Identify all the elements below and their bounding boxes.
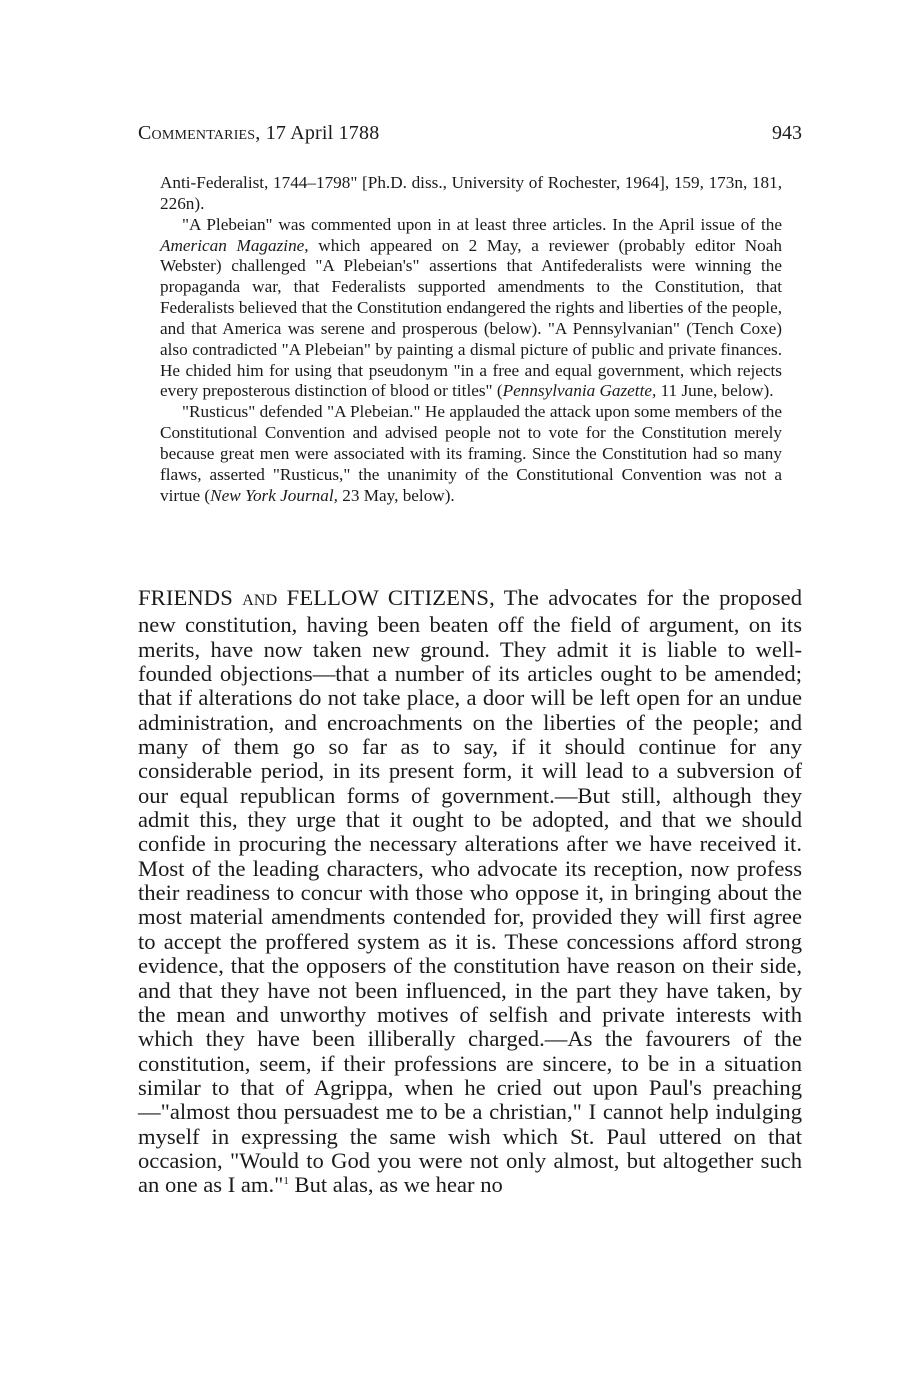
note-text: 11 June, below).: [656, 381, 774, 401]
running-head-date: , 17 April 1788: [255, 122, 380, 144]
page-number: 943: [772, 122, 802, 144]
gazette-title: Pennsylvania Gazette,: [502, 381, 657, 401]
running-head: [138, 122, 802, 150]
editorial-note: [160, 173, 782, 507]
footnote-reference: 1: [283, 1175, 289, 1188]
note-text: "A Plebeian" was commented upon in at least three articles. In the April issue of the: [182, 214, 782, 234]
note-text: 23 May, below).: [337, 485, 455, 505]
salutation-part: FELLOW CITIZENS,: [277, 585, 495, 610]
body-text: But alas, as we hear no: [288, 1172, 503, 1198]
body-text: The advocates for the proposed new constitution, having been beaten off the field of argument, on its merits, have now taken new ground. They admit it is liable to well-founded objections—that a number of its articles ought to be amended; that if alterations do not take place, a door will be left open for an undue administration, and encroachments on the liberties of the people; and many of them go so far as to say, if it should continue for any considerable period, in its present form, it will lead to a subversion of our equal republican forms of government.—But still, although they admit this, they urge that it ought to be adopted, and that we should confide in procuring the necessary alterations after we have received it. Most of the leading characters, who advocate its reception, now profess their readiness to concur with those who oppose it, in bringing about the most material amendments contended for, provided they will first agree to accept the proffered system as it is. These concessions afford strong evidence, that the opposers of the constitution have reason on their side, and that they have not been influenced, in the part they have taken, by the mean and unworthy motives of selfish and private interests with which they have been illiberally charged.—As the favourers of the constitution, seem, if their professions are sincere, to be in a situation similar to that of Agrippa, when he cried out upon Paul's preaching—"almost thou persuadest me to be a christian," I cannot help indulging myself in expressing the same wish which St. Paul uttered on that occasion, "Would to God you were not only almost, but altogether such an one as I am.": [138, 585, 802, 1198]
salutation-part: FRIENDS: [138, 585, 243, 610]
salutation-and: AND: [242, 592, 278, 609]
running-head-section: Commentaries: [138, 122, 256, 144]
journal-title: New York Journal,: [210, 485, 338, 505]
document-paragraph: [138, 586, 802, 1198]
note-text: which appeared on 2 May, a reviewer (probably editor Noah Webster) challenged "A Plebeian's" assertions that Antifederalists were winning the propaganda war, that Federalists supported amendments to the Constitution, that Federalists believed that the Constitution endangered the rights and liberties of the people, and that America was serene and prosperous (below). "A Pennsylvanian" (Tench Coxe) also contradicted "A Plebeian" by painting a dismal picture of public and private finances. He chided him for using that pseudonym "in a free and equal government, which rejects every preposterous distinction of blood or titles" (: [160, 235, 782, 401]
editorial-note-paragraph-1: Anti-Federalist, 1744–1798" [Ph.D. diss., University of Rochester, 1964], 159, 173n, 181, 226n).: [160, 173, 782, 213]
editorial-note-paragraph-3: [160, 402, 782, 506]
editorial-note-paragraph-2: [160, 215, 782, 403]
running-head-title: [138, 122, 379, 145]
salutation: [138, 585, 495, 610]
magazine-title: American Magazine,: [160, 235, 309, 255]
document-text: [138, 586, 802, 1198]
note-text: "Rusticus" defended "A Plebeian." He applauded the attack upon some members of the Constitutional Convention and advised people not to vote for the Constitution merely because great men were associated with its framing. Since the Constitution had so many flaws, asserted "Rusticus," the unanimity of the Constitutional Convention was not a virtue (: [160, 402, 782, 505]
